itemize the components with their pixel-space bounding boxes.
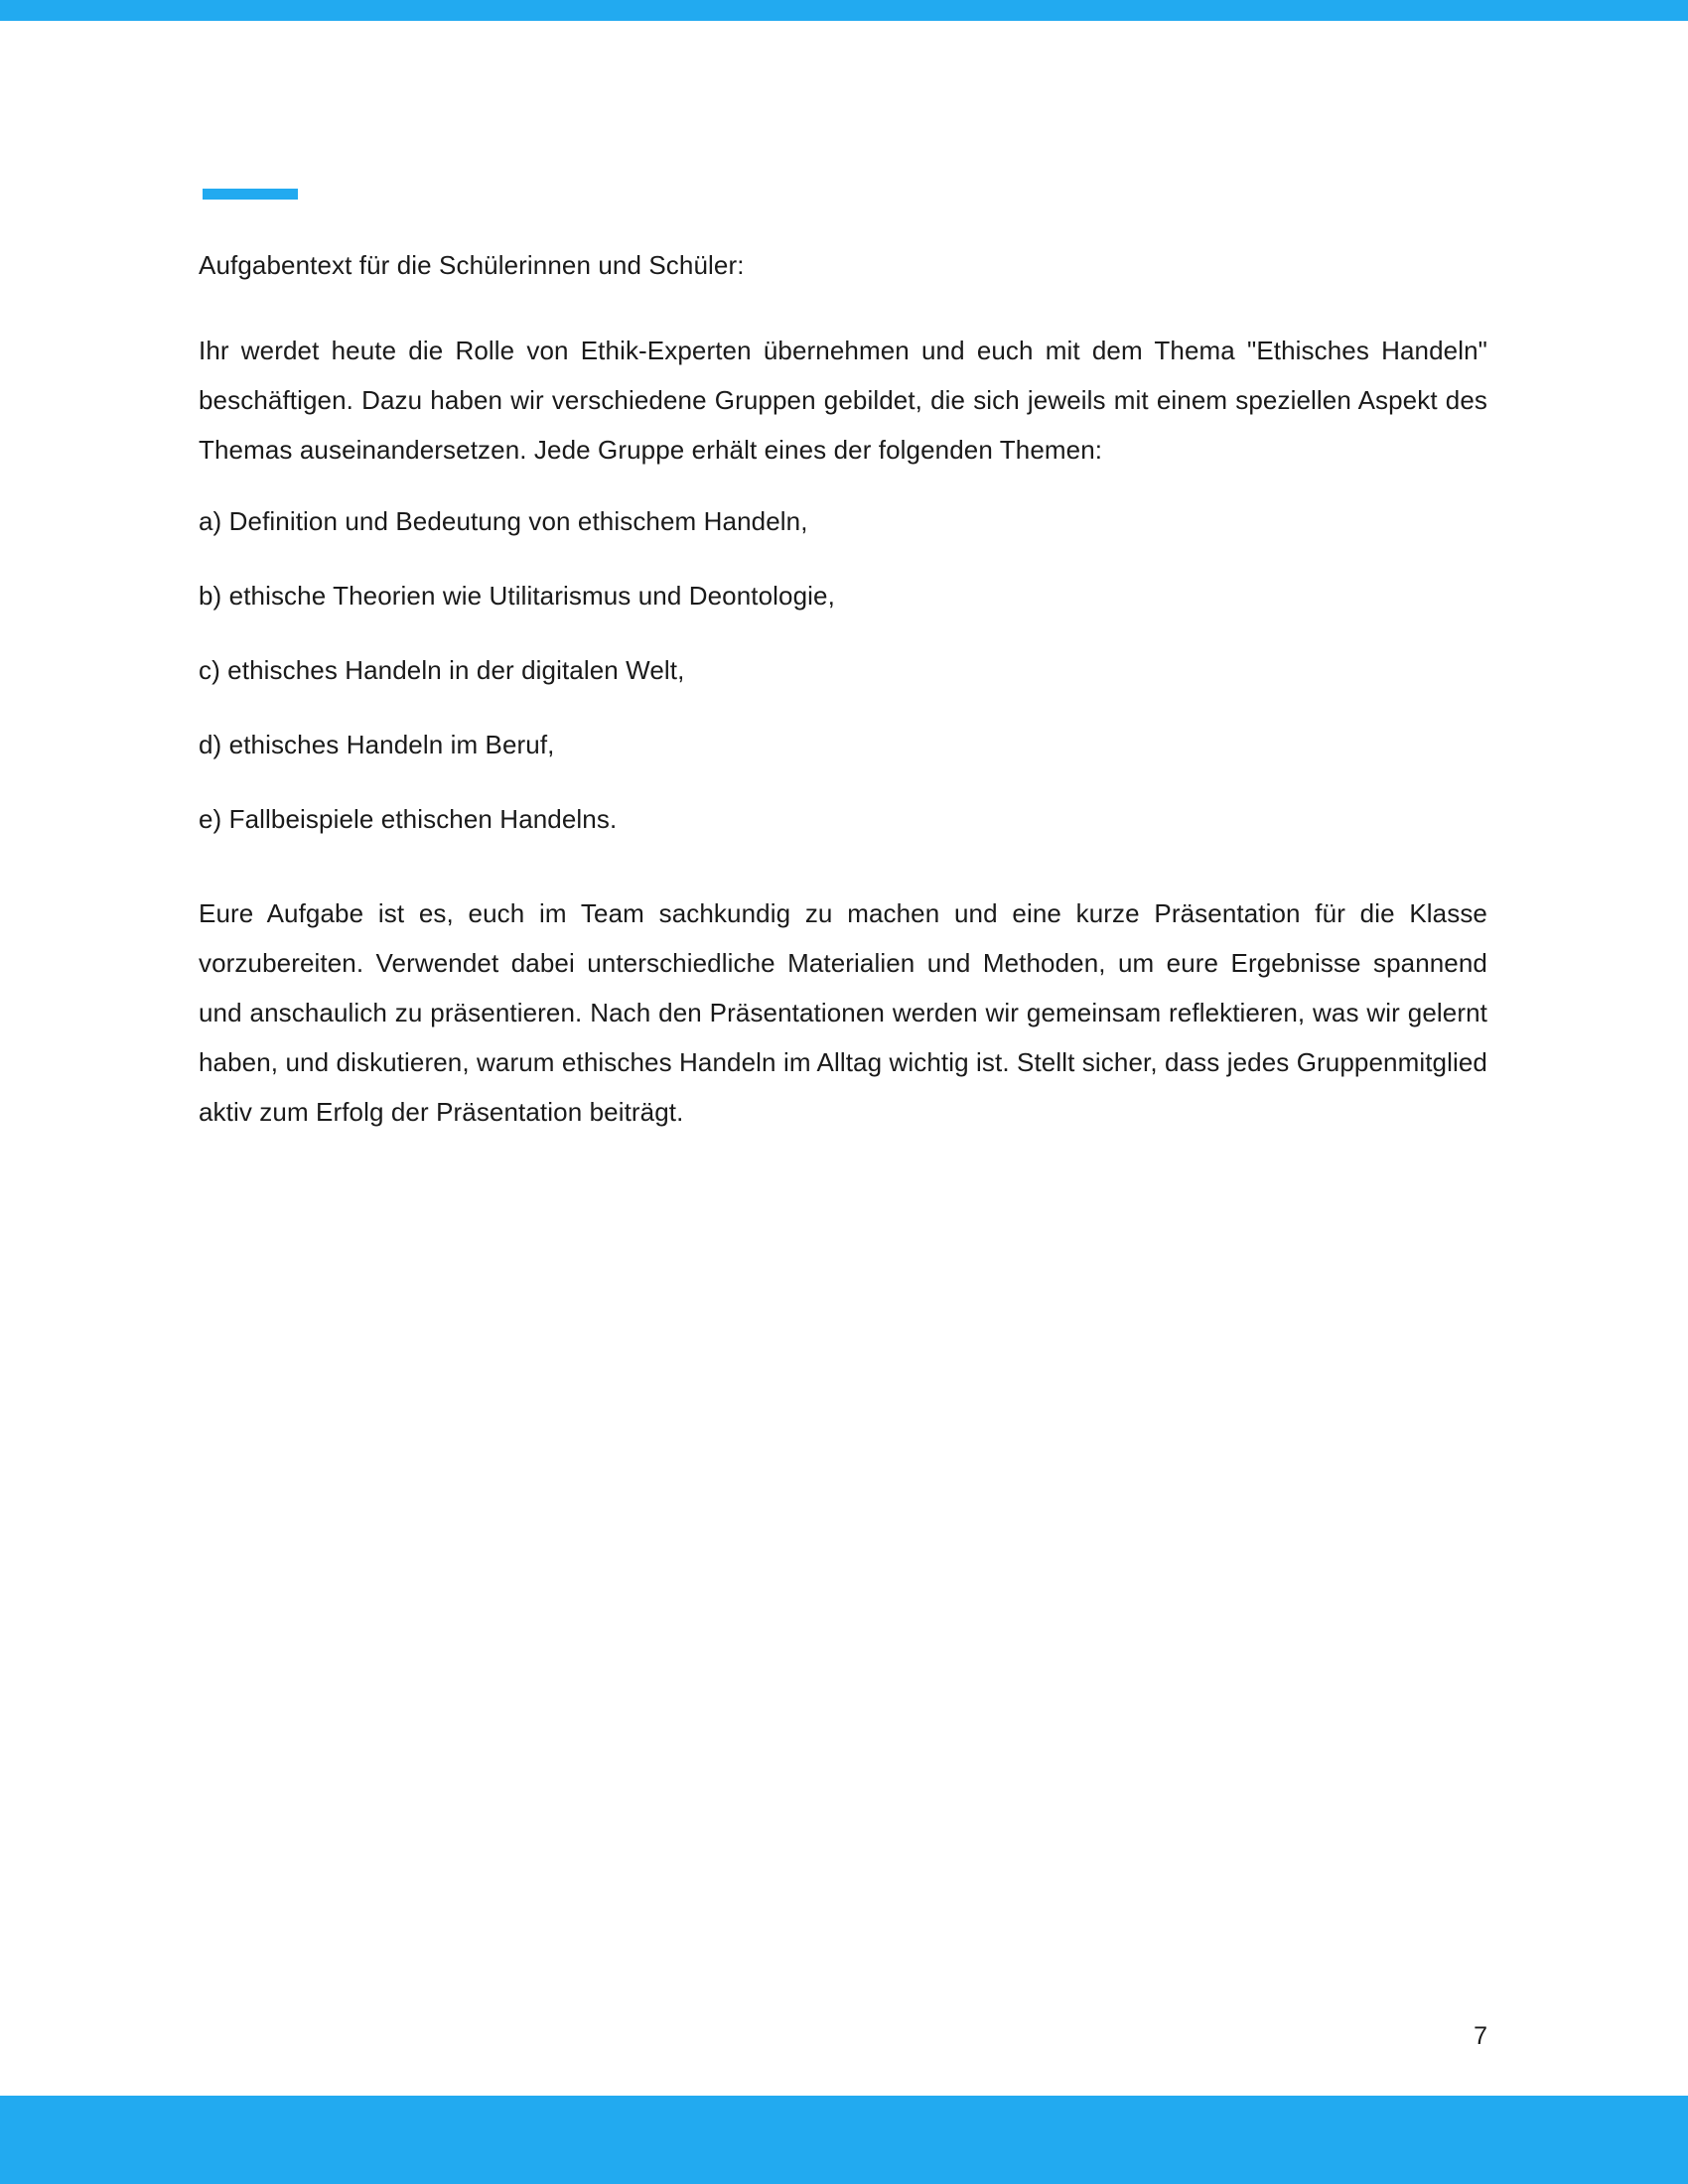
intro-paragraph: Ihr werdet heute die Rolle von Ethik-Experten übernehmen und euch mit dem Thema "Ethisches Handeln" beschäftigen. Dazu haben wir verschiedene Gruppen gebildet, die sich jeweils mit einem speziellen Aspekt des Themas auseinandersetzen. Jede Gruppe erhält eines der folgenden Themen: bbox=[199, 336, 1487, 465]
document-content bbox=[199, 248, 1487, 1137]
list-item: d) ethisches Handeln im Beruf, bbox=[199, 730, 555, 759]
list-item: a) Definition und Bedeutung von ethischem Handeln, bbox=[199, 506, 808, 536]
heading-accent-dash bbox=[203, 189, 298, 200]
closing-paragraph: Eure Aufgabe ist es, euch im Team sachkundig zu machen und eine kurze Präsentation für die Klasse vorzubereiten. Verwendet dabei unterschiedliche Materialien und Methoden, um eure Ergebnisse spannend und anschaulich zu präsentieren. Nach den Präsentationen werden wir gemeinsam reflektieren, was wir gelernt haben, und diskutieren, warum ethisches Handeln im Alltag wichtig ist. Stellt sicher, dass jedes Gruppenmitglied aktiv zum Erfolg der Präsentation beiträgt. bbox=[199, 898, 1487, 1127]
list-spacer bbox=[199, 877, 1487, 888]
list-item: c) ethisches Handeln in der digitalen Welt, bbox=[199, 655, 685, 685]
list-item: e) Fallbeispiele ethischen Handelns. bbox=[199, 804, 618, 834]
list-item: b) ethische Theorien wie Utilitarismus und Deontologie, bbox=[199, 581, 835, 611]
page-number: 7 bbox=[1474, 2022, 1487, 2050]
bottom-accent-bar bbox=[0, 2096, 1688, 2184]
topics-list bbox=[199, 504, 1487, 836]
page-title: Aufgabentext für die Schülerinnen und Schüler: bbox=[199, 250, 745, 280]
top-accent-bar bbox=[0, 0, 1688, 21]
